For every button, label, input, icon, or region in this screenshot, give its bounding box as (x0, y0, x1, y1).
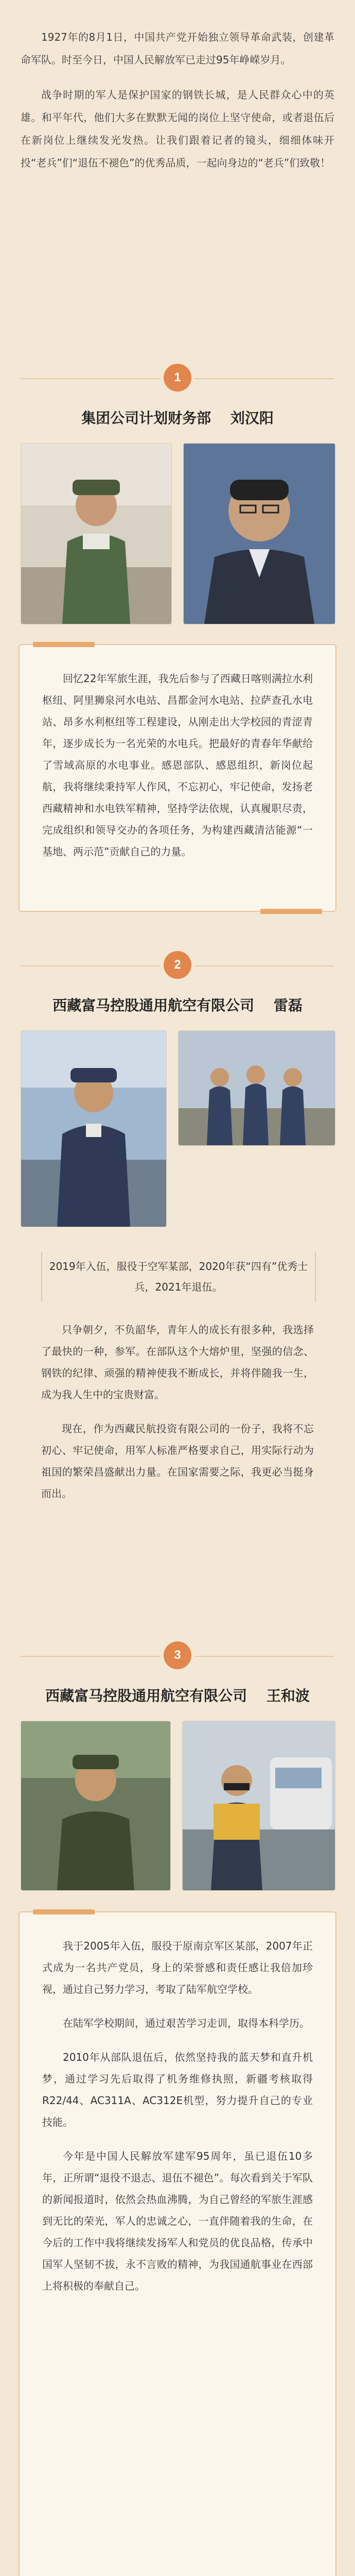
body-paragraph: 在陆军学校期间，通过艰苦学习走训，取得本科学历。 (63, 2017, 310, 2029)
unit-name: 集团公司计划财务部 (81, 410, 211, 427)
photo-military-portrait (21, 443, 172, 624)
intro-text (21, 26, 334, 187)
photo-soldier-portrait (21, 1721, 171, 1891)
photo-group-soldiers (178, 1030, 335, 1146)
photo-helicopter-technician (182, 1721, 335, 1891)
section-number-badge: 1 (164, 364, 191, 392)
person-name: 王和波 (266, 1687, 310, 1704)
service-record-text: 2019年入伍，服役于空军某部，2020年获“四有”优秀士兵，2021年退伍。 (49, 1260, 308, 1293)
section-2-divider (0, 948, 355, 984)
section-3-header (21, 1685, 334, 1705)
intro-paragraph: 战争时期的军人是保护国家的钢铁长城，是人民群众心中的英雄。和平年代，他们大多在默默无闻的岗位上坚守使命，或者退伍后在新岗位上继续发光发热。让我们跟着记者的镜头，细细体味开投“老兵”们“退伍不褪色”的优秀品质，一起向身边的“老兵”们致敬！ (21, 89, 334, 169)
section-1-divider (0, 361, 355, 397)
body-paragraph: 2010年从部队退伍后，依然坚持我的蓝天梦和直升机梦，通过学习先后取得了机务维修执照，新疆考核取得R22/44、AC311A、AC312E机型，努力提升自己的专业技能。 (42, 2051, 313, 2128)
section-2-body (41, 1319, 314, 1517)
body-paragraph: 现在，作为西藏民航投资有限公司的一份子，我将不忘初心、牢记使命，用军人标准严格要求自己，用实际行动为祖国的繁荣昌盛献出力量。在国家需要之际，我更必当挺身而出。 (41, 1422, 314, 1500)
section-3-divider (0, 1638, 355, 1674)
section-number-badge: 2 (164, 951, 191, 979)
unit-name: 西藏富马控股通用航空有限公司 (45, 1687, 247, 1704)
service-record-quote (41, 1252, 316, 1301)
body-paragraph: 我于2005年入伍，服役于原南京军区某部，2007年正式成为一名共产党员，身上的荣誉感和责任感让我倍加珍视，通过自己努力学习，考取了陆军航空学校。 (42, 1940, 313, 1995)
photo-current-portrait (183, 443, 335, 624)
section-1-text-panel (19, 644, 336, 912)
intro-paragraph: 1927年的8月1日，中国共产党开始独立领导革命武装，创建革命军队。时至今日，中国人民解放军已走过95年峥嵘岁月。 (21, 31, 334, 66)
unit-name: 西藏富马控股通用航空有限公司 (52, 997, 255, 1014)
section-2-header (21, 994, 334, 1015)
person-name: 雷磊 (273, 997, 303, 1014)
body-paragraph: 只争朝夕，不负韶华，青年人的成长有很多种，我选择了最快的一种，参军。在部队这个大熔炉里，坚强的信念、钢铁的纪律、顽强的精神使我不断成长，并将伴随我一生，成为我人生中的宝贵财富。 (41, 1324, 314, 1401)
photo-airforce-portrait (21, 1030, 167, 1227)
section-3-text-panel (19, 1911, 336, 2576)
body-paragraph: 回忆22年军旅生涯，我先后参与了西藏日喀则满拉水利枢纽、阿里狮泉河水电站、昌都金河水电站、拉萨查孔水电站、昂多水利枢纽等工程建设，从刚走出大学校园的青涩青年，逐步成长为一名光荣的水电兵。把最好的青春年华献给了雪域高原的水电事业。感恩部队、感恩组织，新岗位起航，我将继续秉持军人作风，不忘初心，牢记使命，发扬老西藏精神和水电铁军精神，坚持学法依规，认真履职尽责，完成组织和领导交办的各项任务，为构建西藏清洁能源“一基地、两示范”贡献自己的力量。 (42, 672, 313, 858)
section-1-header (21, 407, 334, 428)
section-number-badge: 3 (164, 1641, 191, 1669)
person-name: 刘汉阳 (230, 410, 274, 427)
body-paragraph: 今年是中国人民解放军建军95周年，虽已退伍10多年，正所谓“退役不退志、退伍不褪色”。每次看到关于军队的新闻报道时，依然会热血沸腾，为自己曾经的军旅生涯感到无比的荣光，军人的忠诚之心，一直伴随着我的生命，在今后的工作中我将继续发扬军人和党员的优良品格，传承中国军人坚韧不拔，永不言败的精神，为我国通航事业在西部上将积极的奉献自己。 (42, 2150, 313, 2292)
